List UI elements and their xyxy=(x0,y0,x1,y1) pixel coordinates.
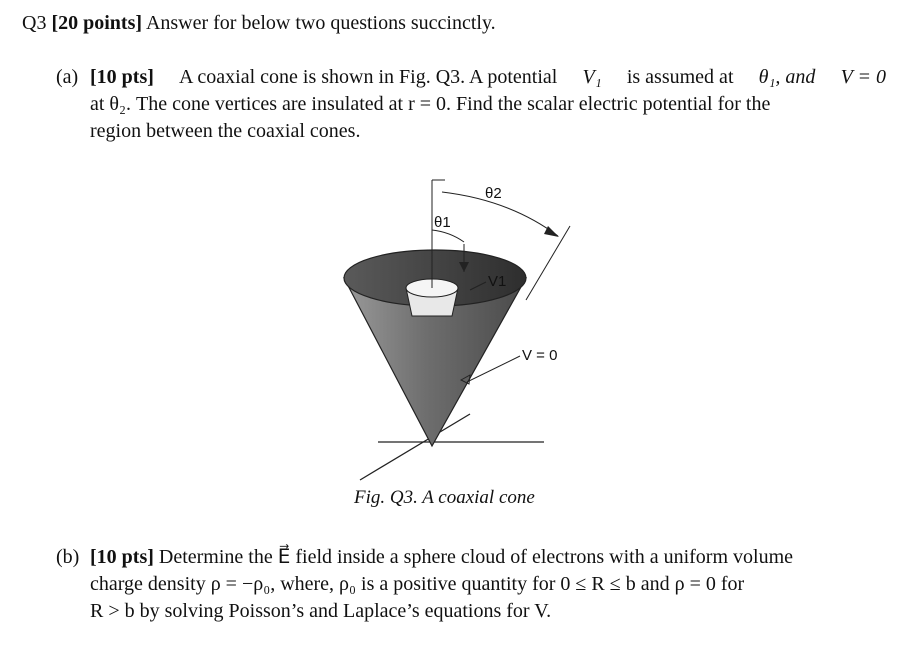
v0-label: V = 0 xyxy=(522,347,558,364)
ground-diagonal-line xyxy=(360,414,470,480)
question-b xyxy=(56,544,886,625)
question-points: [20 points] xyxy=(51,12,143,34)
question-a-text-1: A coaxial cone is shown in Fig. Q3. A potential xyxy=(179,66,558,88)
question-a-line-3: region between the coaxial cones. xyxy=(90,120,361,142)
question-b-line-1 xyxy=(56,544,886,571)
outer-cone-extension xyxy=(526,226,570,300)
question-a-v1: V₁ xyxy=(582,66,602,88)
question-a xyxy=(56,64,886,145)
question-b-label: (b) xyxy=(56,546,80,568)
figure-caption: Fig. Q3. A coaxial cone xyxy=(354,487,535,508)
question-a-points: [10 pts] xyxy=(90,66,154,88)
question-a-v-zero: V = 0 xyxy=(840,66,886,88)
coaxial-cone-figure xyxy=(330,170,590,490)
question-a-line-2: at θ₂. The cone vertices are insulated at r = 0. Find the scalar electric potential for the xyxy=(90,93,771,115)
question-a-text-2: is assumed at xyxy=(626,66,734,88)
question-b-line-3: R > b by solving Poisson’s and Laplace’s equations for V. xyxy=(90,600,552,622)
question-a-label: (a) xyxy=(56,66,79,88)
question-a-theta1: θ₁, and xyxy=(758,66,816,88)
question-b-points: [10 pts] xyxy=(90,546,154,568)
v1-label: V1 xyxy=(488,273,507,290)
question-number: Q3 xyxy=(22,12,47,34)
question-b-line-2: charge density ρ = −ρ₀, where, ρ₀ is a positive quantity for 0 ≤ R ≤ b and ρ = 0 for xyxy=(90,573,745,595)
question-b-text-1: Determine the E⃗ field inside a sphere cloud of electrons with a uniform volume xyxy=(158,546,794,568)
question-heading xyxy=(22,12,496,35)
question-instruction: Answer for below two questions succinctly. xyxy=(145,12,496,34)
theta2-label: θ2 xyxy=(485,185,502,202)
theta1-label: θ1 xyxy=(434,214,451,231)
question-a-line-1 xyxy=(56,64,886,91)
coaxial-cone-diagram xyxy=(330,170,590,490)
